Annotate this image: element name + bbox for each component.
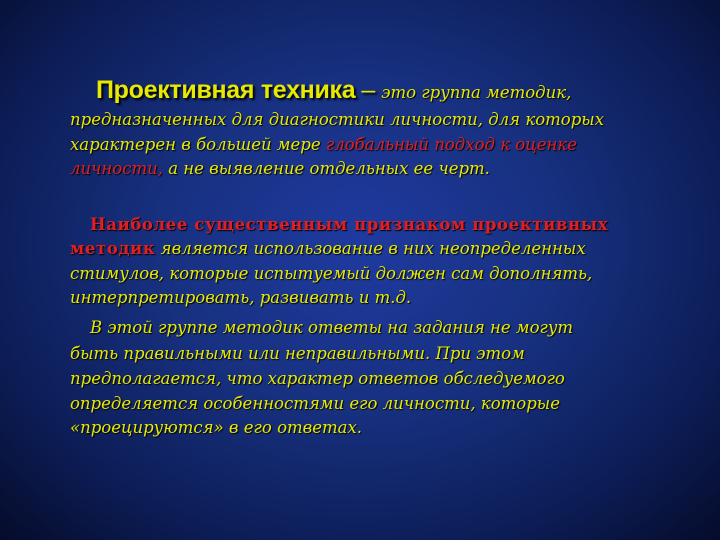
p2-highlight: методик [70,239,156,258]
p3-text: определяется [70,394,199,413]
p2-line-4 [70,288,411,307]
p2-highlight: Наиболее существенным признаком проективных [90,215,609,234]
p3-line-5 [70,418,362,437]
p1-text: а не выявление отдельных ее черт. [168,159,490,178]
p1-text: предназначенных для диагностики личности, для которых [70,110,605,129]
p3-text: характер ответов обследуемого [267,369,565,388]
title-dash: – [361,76,376,104]
p3-line-3 [70,369,565,388]
p3-text: «проецируются» в его ответах. [70,418,363,437]
p2-line-3 [70,264,592,283]
p3-line-2 [70,344,525,363]
p1-line-2 [70,110,604,129]
p1-line-3 [70,135,577,154]
p2-line-1 [90,215,608,234]
slide-title: Проективная техника [96,76,356,104]
p3-text: особенностями его личности, которые [203,394,560,413]
title-line [96,76,571,105]
p1-text: характерен в большей мере [70,135,321,154]
p3-text: быть правильными или неправильными. При этом [70,344,525,363]
p2-text: которые испытуемый должен сам дополнять, [169,264,593,283]
p1-highlight: глобальный подход к оценке [325,135,577,154]
p3-text: В этой группе методик ответы на задания не могут [90,318,574,337]
p2-text: является использование в них неопределенных [160,239,586,258]
p2-highlight: стимулов, [70,264,165,283]
p2-line-2 [70,239,586,258]
p2-text: интерпретировать, развивать и т.д. [70,288,412,307]
definition-start: это группа методик, [381,83,572,102]
p3-line-1 [90,318,573,337]
p3-text: предполагается, что [70,369,263,388]
p1-line-4 [70,159,490,178]
p1-highlight: личности, [70,159,163,178]
p3-line-4 [70,394,560,413]
